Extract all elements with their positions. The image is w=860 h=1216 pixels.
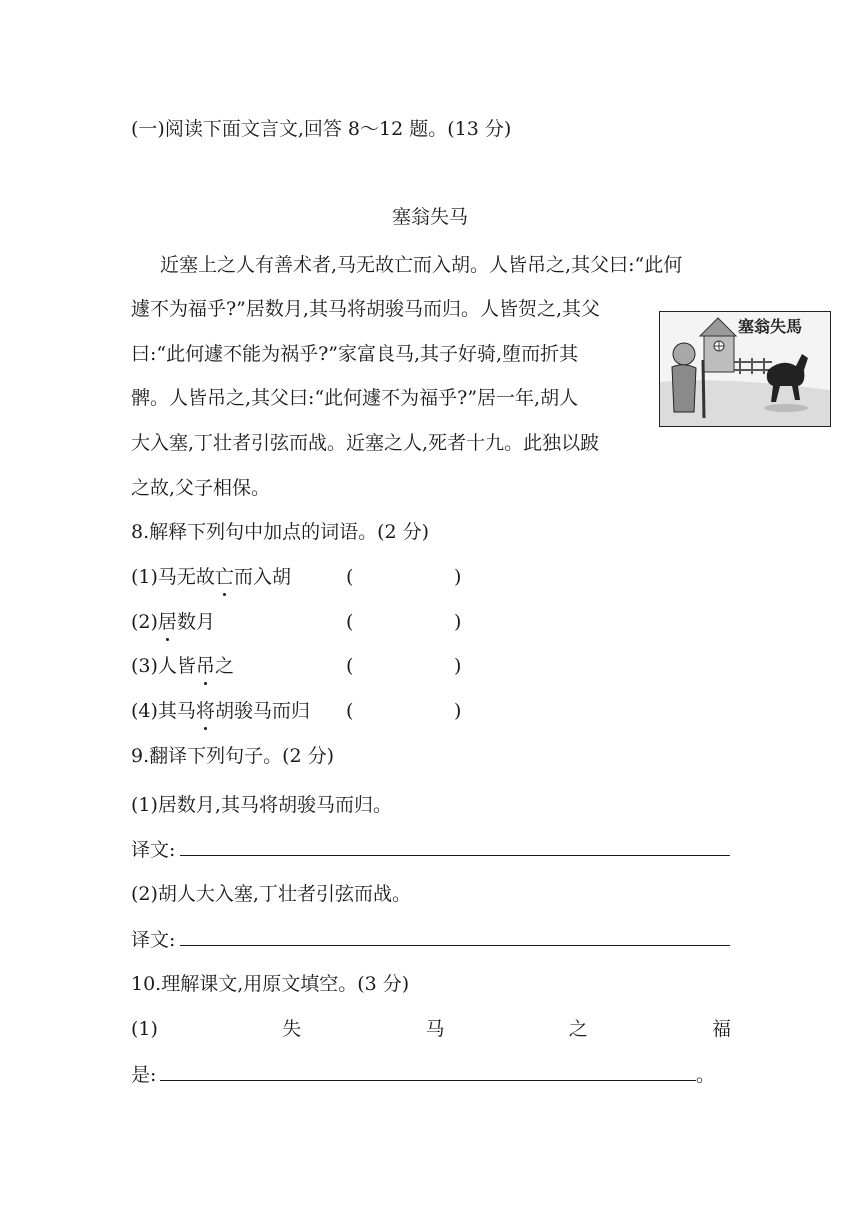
answer-line[interactable]	[180, 945, 730, 946]
dotted-word: 将	[195, 700, 215, 722]
passage-line-4: 髀。人皆吊之,其父曰:“此何遽不为福乎?”居一年,胡人	[131, 387, 579, 409]
answer-paren-open: (	[346, 611, 354, 633]
passage-line-2: 遽不为福乎?”居数月,其马将胡骏马而归。人皆贺之,其父	[131, 298, 600, 320]
answer-paren-open: (	[346, 700, 354, 722]
passage-title: 塞翁失马	[391, 206, 468, 228]
answer-paren-close: )	[454, 655, 462, 677]
answer-paren-close: )	[454, 566, 462, 588]
answer-line[interactable]	[160, 1080, 696, 1081]
passage-line-3: 曰:“此何遽不能为祸乎?”家富良马,其子好骑,堕而折其	[131, 343, 579, 365]
q8-item-2: (2)居数月	[131, 611, 215, 633]
answer-paren-close: )	[454, 611, 462, 633]
answer-paren-close: )	[454, 700, 462, 722]
q10-item-1-end: 。	[696, 1064, 716, 1086]
q8-item-3: (3)人皆吊之	[131, 655, 234, 677]
q9-answer-label-1: 译文:	[131, 839, 176, 861]
q9-answer-label-2: 译文:	[131, 929, 176, 951]
passage-line-5: 大入塞,丁壮者引弦而战。近塞之人,死者十九。此独以跛	[131, 432, 600, 454]
section-heading: (一)阅读下面文言文,回答 8～12 题。(13 分)	[131, 118, 512, 140]
answer-paren-open: (	[346, 566, 354, 588]
answer-paren-open: (	[346, 655, 354, 677]
answer-line[interactable]	[180, 855, 730, 856]
q10-item-1: (1) 失 马 之 福	[131, 1018, 731, 1040]
q8-item-1: (1)马无故亡而入胡	[131, 566, 291, 588]
q10-item-1-cont: 是:	[131, 1064, 157, 1086]
q10-stem: 10.理解课文,用原文填空。(3 分)	[131, 973, 410, 995]
q8-stem: 8.解释下列句中加点的词语。(2 分)	[131, 521, 430, 543]
illustration-caption: 塞翁失馬	[738, 317, 803, 336]
dotted-word: 亡	[214, 566, 234, 588]
passage-line-1: 近塞上之人有善术者,马无故亡而入胡。人皆吊之,其父曰:“此何	[160, 254, 683, 276]
dotted-word: 居	[157, 611, 177, 633]
passage-line-6: 之故,父子相保。	[131, 477, 271, 499]
q8-item-4: (4)其马将胡骏马而归	[131, 700, 310, 722]
q9-sentence-2: (2)胡人大入塞,丁壮者引弦而战。	[131, 883, 411, 905]
q9-stem: 9.翻译下列句子。(2 分)	[131, 745, 335, 767]
dotted-word: 吊	[195, 655, 215, 677]
illustration-sai-weng-horse	[659, 311, 831, 427]
q9-sentence-1: (1)居数月,其马将胡骏马而归。	[131, 794, 392, 816]
